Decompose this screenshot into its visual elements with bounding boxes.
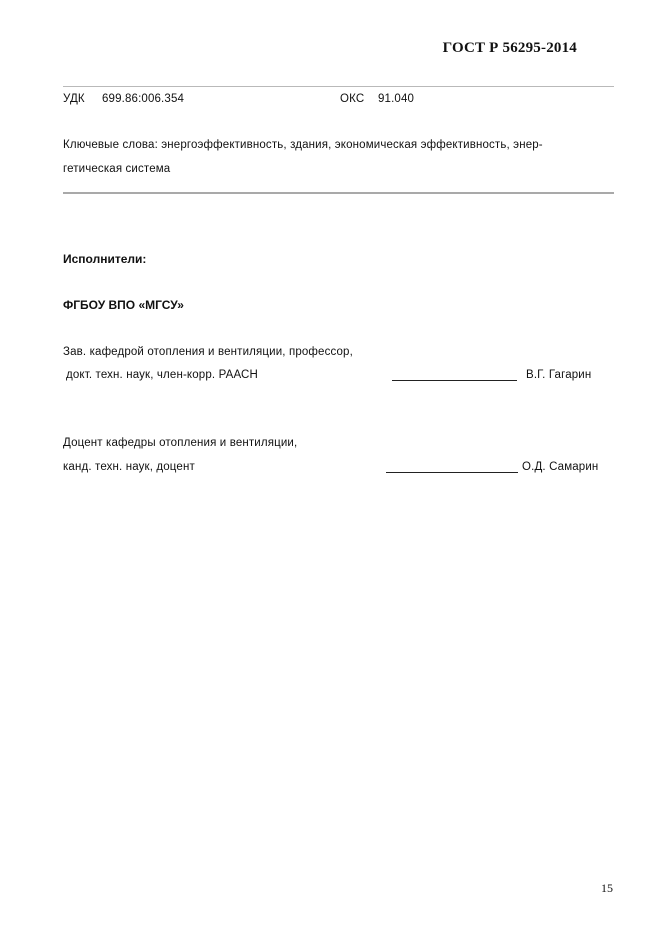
person-1-name: В.Г. Гагарин	[526, 369, 592, 381]
executors-heading: Исполнители:	[63, 252, 147, 266]
standard-number: ГОСТ Р 56295-2014	[442, 40, 577, 56]
signature-line-1	[392, 380, 517, 381]
top-rule	[63, 86, 614, 87]
organization-name: ФГБОУ ВПО «МГСУ»	[63, 298, 184, 312]
oks-value: 91.040	[378, 93, 415, 105]
page-number: 15	[601, 881, 613, 895]
person-2-name: О.Д. Самарин	[522, 461, 599, 473]
oks-label: ОКС	[340, 93, 365, 105]
signature-line-2	[386, 472, 518, 473]
keywords-line-1: Ключевые слова: энергоэффективность, здания, экономическая эффективность, энер-	[63, 139, 543, 151]
person-2-position-line-2: канд. техн. наук, доцент	[63, 461, 195, 473]
udk-value: 699.86:006.354	[102, 93, 185, 105]
bottom-rule	[63, 192, 614, 194]
person-2-position-line-1: Доцент кафедры отопления и вентиляции,	[63, 437, 298, 449]
keywords-line-2: гетическая система	[63, 163, 171, 175]
udk-label: УДК	[63, 93, 85, 105]
person-1-position-line-2: докт. техн. наук, член-корр. РААСН	[66, 369, 258, 381]
person-1-position-line-1: Зав. кафедрой отопления и вентиляции, профессор,	[63, 346, 353, 358]
